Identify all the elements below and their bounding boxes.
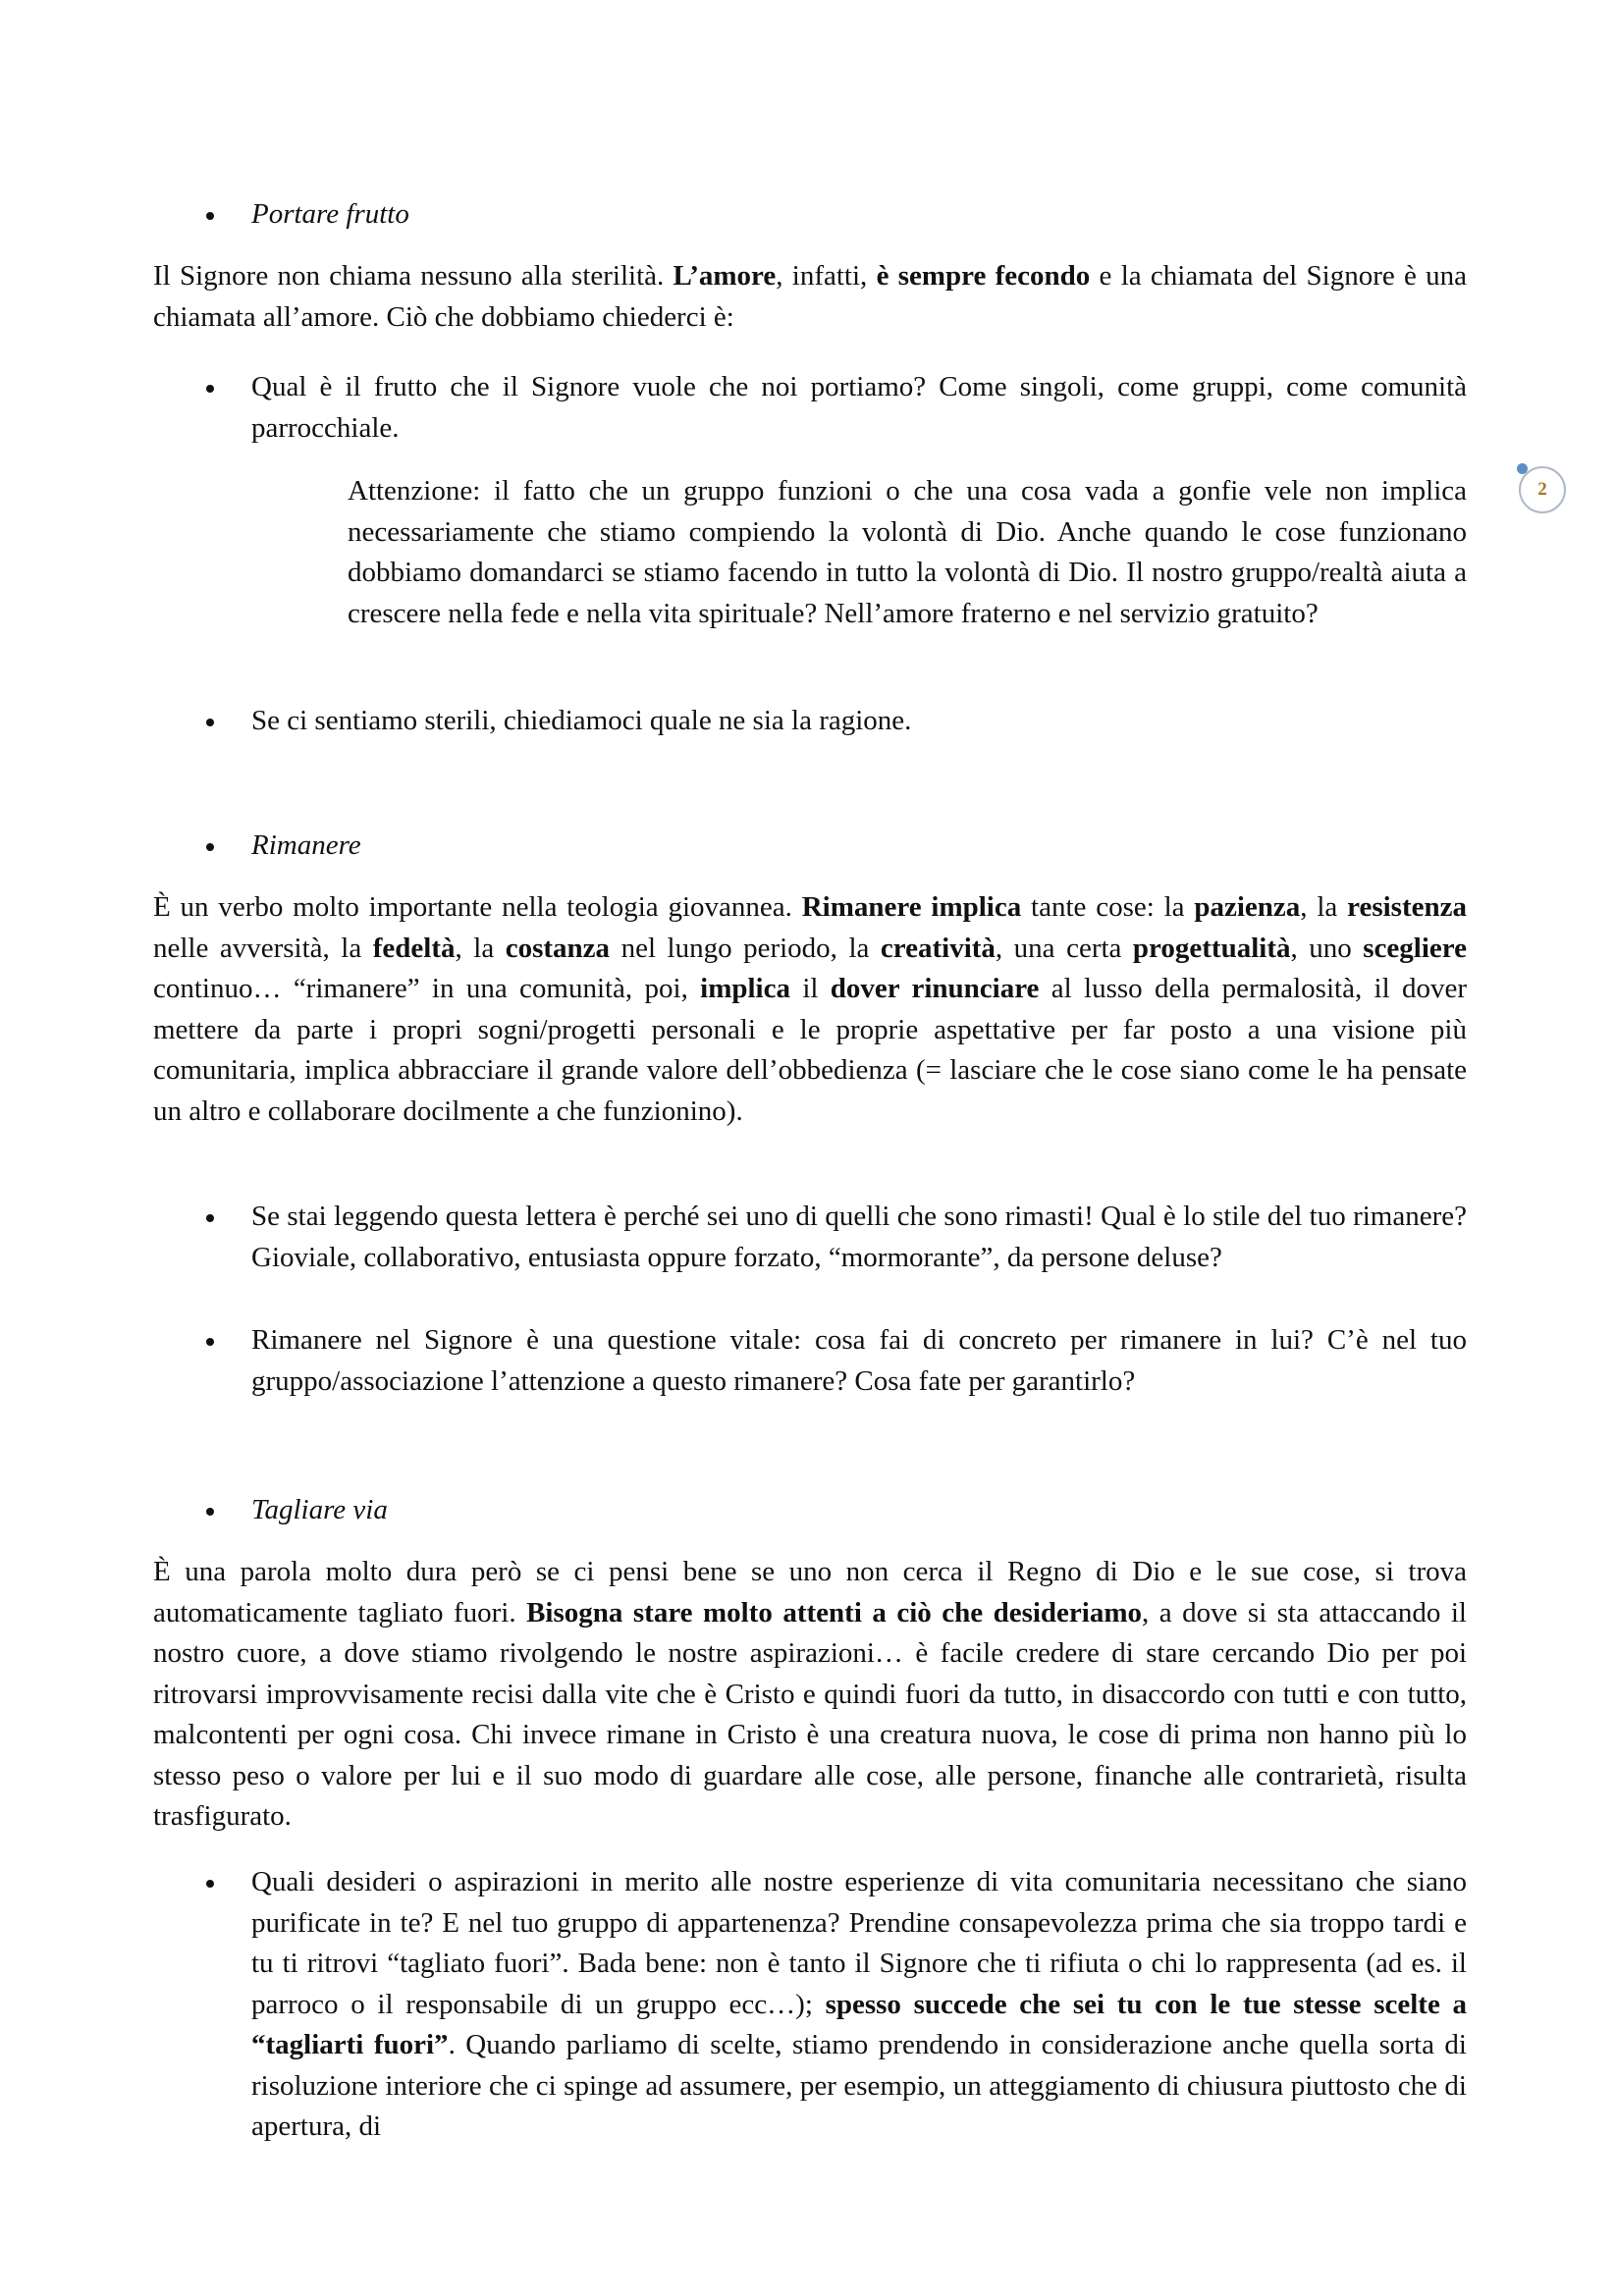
bullet-icon bbox=[206, 719, 214, 726]
text-run: al lusso della permalosità, il dover mettere da parte i propri sogni/progetti personali e le proprie aspettative per far posto a una visione più comunitaria, implica abbracciare il grande valore dell’obbedienza (= lasciare che le cose siano come le ha pensate un altro e collaborare docilmente a che funzionino). bbox=[153, 973, 1467, 1127]
bold-run: resistenza bbox=[1347, 891, 1467, 923]
text-run: nelle avversità, la bbox=[153, 932, 373, 964]
page-number-dot-icon bbox=[1517, 463, 1528, 474]
bullet-icon bbox=[206, 843, 214, 851]
attention-note: Attenzione: il fatto che un gruppo funzioni o che una cosa vada a gonfie vele non implica necessariamente che stiamo compiendo la volontà di Dio. Anche quando le cose funzionano dobbiamo domandarci se stiamo facendo in tutto la volontà di Dio. Il nostro gruppo/realtà aiuta a crescere nella fede e nella vita spirituale? Nell’amore fraterno e nel servizio gratuito? bbox=[348, 475, 1467, 629]
bullet-item-stile-rimanere: Se stai leggendo questa lettera è perché sei uno di quelli che sono rimasti! Qual è lo stile del tuo rimanere? Gioviale, collaborativo, entusiasta oppure forzato, “mormorante”, da persone deluse? bbox=[251, 1201, 1467, 1273]
text-run: nel lungo periodo, la bbox=[610, 932, 881, 964]
bullet-item-sterili: Se ci sentiamo sterili, chiediamoci quale ne sia la ragione. bbox=[251, 705, 912, 736]
section-heading-portare-frutto: Portare frutto bbox=[251, 198, 409, 230]
bullet-icon bbox=[206, 1508, 214, 1516]
paragraph-portare-frutto bbox=[153, 256, 1467, 338]
text-run: tante cose: la bbox=[1021, 891, 1195, 923]
bold-run: L’amore bbox=[673, 260, 777, 292]
text-run: Quali desideri o aspirazioni in merito alle nostre esperienze di vita comunitaria necessitano che siano purificate in te? E nel tuo gruppo di appartenenza? Prendine consapevolezza prima che sia troppo tardi e tu ti ritrovi “tagliato fuori”. Bada bene: non è tanto il Signore che ti rifiuta o chi lo rappresenta (ad es. il parroco o il responsabile di un gruppo ecc…); bbox=[251, 1866, 1467, 2020]
bullet-item-frutto: Qual è il frutto che il Signore vuole che noi portiamo? Come singoli, come gruppi, come comunità parrocchiale. bbox=[251, 371, 1467, 444]
bullet-icon bbox=[206, 385, 214, 393]
text-run: , infatti, bbox=[776, 260, 877, 292]
bullet-icon bbox=[206, 1214, 214, 1222]
bullet-item-rimanere-signore: Rimanere nel Signore è una questione vitale: cosa fai di concreto per rimanere in lui? C’è nel tuo gruppo/associazione l’attenzione a questo rimanere? Cosa fate per garantirlo? bbox=[251, 1324, 1467, 1397]
text-run: e la chiamata del Signore è una chiamata all’amore. Ciò che dobbiamo chiederci è: bbox=[153, 260, 1467, 333]
bullet-icon bbox=[206, 1338, 214, 1346]
text-run: , una certa bbox=[995, 932, 1133, 964]
text-run: È una parola molto dura però se ci pensi bene se uno non cerca il Regno di Dio e le sue cose, si trova automaticamente tagliato fuori. bbox=[153, 1556, 1467, 1629]
bullet-icon bbox=[206, 212, 214, 220]
text-run: , uno bbox=[1290, 932, 1364, 964]
paragraph-tagliare-via bbox=[153, 1552, 1467, 1838]
bold-run: progettualità bbox=[1132, 932, 1291, 964]
text-run: , la bbox=[455, 932, 506, 964]
text-run: , la bbox=[1300, 891, 1348, 923]
section-heading-rimanere: Rimanere bbox=[251, 829, 361, 861]
text-run: Il Signore non chiama nessuno alla sterilità. bbox=[153, 260, 673, 292]
paragraph-rimanere bbox=[153, 887, 1467, 1132]
bold-run: fedeltà bbox=[372, 932, 456, 964]
bold-run: Rimanere implica bbox=[801, 891, 1022, 923]
bold-run: creatività bbox=[880, 932, 996, 964]
bold-run: dover rinunciare bbox=[830, 973, 1040, 1004]
bullet-item-desideri bbox=[251, 1862, 1467, 2148]
bold-run: spesso succede che sei tu con le tue stesse scelte a “tagliarti fuori” bbox=[251, 1988, 1467, 2060]
text-run: continuo… “rimanere” in una comunità, poi, bbox=[153, 973, 701, 1004]
text-run: È un verbo molto importante nella teologia giovannea. bbox=[153, 891, 802, 923]
bullet-icon bbox=[206, 1880, 214, 1888]
section-heading-tagliare-via: Tagliare via bbox=[251, 1494, 388, 1525]
page-number: 2 bbox=[1537, 479, 1547, 501]
text-run: , a dove si sta attaccando il nostro cuore, a dove stiamo rivolgendo le nostre aspirazioni… è facile credere di stare cercando Dio per poi ritrovarsi improvvisamente recisi dalla vite che è Cristo e quindi fuori da tutto, in disaccordo con tutti e con tutto, malcontenti per ogni cosa. Chi invece rimane in Cristo è una creatura nuova, le cose di prima non hanno più lo stesso peso o valore per lui e il suo modo di guardare alle cose, alle persone, finanche alle contrarietà, risulta trasfigurato. bbox=[153, 1596, 1467, 1832]
bold-run: pazienza bbox=[1194, 891, 1301, 923]
page-number-badge bbox=[1519, 466, 1566, 513]
bold-run: costanza bbox=[505, 932, 611, 964]
text-run: il bbox=[790, 973, 831, 1004]
bold-run: è sempre fecondo bbox=[876, 260, 1091, 292]
text-run: . Quando parliamo di scelte, stiamo prendendo in considerazione anche quella sorta di risoluzione interiore che ci spinge ad assumere, per esempio, un atteggiamento di chiusura piuttosto che di apertura, di bbox=[251, 2029, 1467, 2142]
bold-run: implica bbox=[700, 973, 790, 1004]
bold-run: scegliere bbox=[1363, 932, 1467, 964]
bold-run: Bisogna stare molto attenti a ciò che desideriamo bbox=[526, 1596, 1143, 1629]
